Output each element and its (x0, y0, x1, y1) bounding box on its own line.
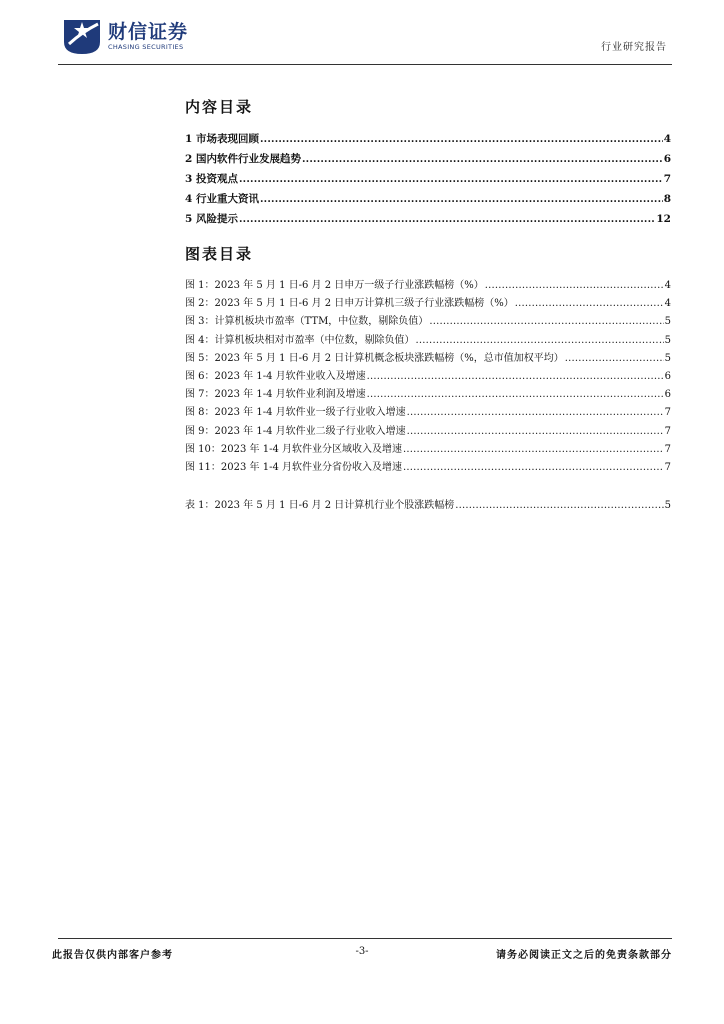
toc-entry-page: 4 (663, 133, 671, 145)
figure-entry-label: 图 7：2023 年 1-4 月软件业利润及增速 (185, 389, 366, 401)
page-header (0, 0, 724, 70)
figure-entry[interactable] (185, 367, 671, 385)
contents-section (185, 96, 671, 514)
footer-divider (58, 938, 672, 939)
figure-entry[interactable] (185, 458, 671, 476)
chasing-logo-icon (60, 14, 104, 58)
toc-entry[interactable] (185, 131, 671, 151)
toc-entry[interactable] (185, 171, 671, 191)
toc-entry-page: 6 (663, 153, 671, 165)
toc-entry-page: 7 (663, 173, 671, 185)
dot-leader (429, 316, 663, 327)
figure-entry[interactable] (185, 312, 671, 330)
table-list (185, 496, 671, 514)
figure-entry[interactable] (185, 294, 671, 312)
figure-entry[interactable] (185, 422, 671, 440)
toc-title: 内容目录 (185, 98, 254, 116)
toc-list (185, 131, 671, 231)
dot-leader (455, 500, 663, 511)
toc-entry[interactable] (185, 211, 671, 231)
figure-entry-label: 图 2：2023 年 5 月 1 日-6 月 2 日申万计算机三级子行业涨跌幅榜（%） (185, 298, 514, 310)
figure-entry-label: 图 11：2023 年 1-4 月软件业分省份收入及增速 (185, 461, 402, 473)
toc-entry-label: 4 行业重大资讯 (185, 193, 259, 205)
dot-leader (239, 174, 663, 185)
figure-entry[interactable] (185, 349, 671, 367)
figure-entry-page: 7 (664, 407, 671, 419)
dot-leader (515, 298, 664, 309)
dot-leader (407, 407, 664, 418)
figure-entry-label: 图 4：计算机板块相对市盈率（中位数，剔除负值） (185, 334, 415, 346)
dot-leader (403, 444, 664, 455)
dot-leader (260, 194, 663, 205)
figure-entry-page: 4 (664, 280, 671, 291)
dot-leader (260, 134, 663, 145)
dot-leader (367, 371, 664, 382)
figure-entry[interactable] (185, 385, 671, 403)
figure-entry-label: 图 9：2023 年 1-4 月软件业二级子行业收入增速 (185, 425, 406, 437)
figure-entry[interactable] (185, 331, 671, 349)
logo-chinese-name: 财信证券 (108, 21, 189, 43)
figure-entry-label: 图 6：2023 年 1-4 月软件业收入及增速 (185, 370, 366, 382)
dot-leader (407, 426, 664, 437)
figure-entry-label: 图 8：2023 年 1-4 月软件业一级子行业收入增速 (185, 407, 406, 419)
figure-entry-page: 7 (664, 425, 671, 437)
table-entry-label: 表 1：2023 年 5 月 1 日-6 月 2 日计算机行业个股涨跌幅榜 (185, 500, 455, 512)
toc-entry-label: 5 风险提示 (185, 213, 238, 225)
figure-entry-page: 5 (664, 316, 671, 328)
figures-title: 图表目录 (185, 245, 254, 263)
dot-leader (403, 462, 664, 473)
footer-disclaimer: 此报告仅供内部客户参考 (52, 950, 173, 961)
figure-entry-page: 7 (664, 461, 671, 473)
toc-entry-label: 3 投资观点 (185, 173, 238, 185)
toc-entry-label: 2 国内软件行业发展趋势 (185, 153, 301, 165)
header-divider (58, 64, 672, 65)
figure-entry-page: 4 (664, 298, 671, 310)
logo-english-name: CHASING SECURITIES (108, 43, 184, 51)
figure-entry-page: 6 (664, 389, 671, 401)
table-entry[interactable] (185, 496, 671, 514)
dot-leader (485, 280, 664, 291)
figure-entry-page: 6 (664, 370, 671, 382)
figure-entry-label: 图 3：计算机板块市盈率（TTM，中位数，剔除负值） (185, 316, 429, 328)
figure-entry-label: 图 5：2023 年 5 月 1 日-6 月 2 日计算机概念板块涨跌幅榜（%，总市值加权平均） (185, 352, 564, 364)
table-entry-page: 5 (664, 500, 671, 512)
dot-leader (367, 389, 664, 400)
dot-leader (239, 214, 655, 225)
figure-entry-page: 7 (664, 443, 671, 455)
report-type: 行业研究报告 (601, 42, 667, 53)
figure-entry[interactable] (185, 440, 671, 458)
toc-entry[interactable] (185, 151, 671, 171)
figure-list (185, 276, 671, 476)
toc-entry-label: 1 市场表现回顾 (185, 133, 259, 145)
figure-entry[interactable] (185, 276, 671, 294)
dot-leader (302, 154, 663, 165)
footer-notice: 请务必阅读正文之后的免责条款部分 (496, 950, 672, 961)
toc-entry-page: 8 (663, 193, 671, 205)
page-number: -3- (355, 946, 369, 957)
figure-entry[interactable] (185, 403, 671, 421)
figure-entry-page: 5 (664, 352, 671, 364)
dot-leader (565, 353, 664, 364)
dot-leader (416, 335, 664, 346)
figure-entry-label: 图 10：2023 年 1-4 月软件业分区域收入及增速 (185, 443, 402, 455)
figure-entry-page: 5 (664, 334, 671, 346)
figure-entry-label: 图 1：2023 年 5 月 1 日-6 月 2 日申万一级子行业涨跌幅榜（%） (185, 280, 484, 291)
company-logo (60, 14, 188, 58)
toc-entry[interactable] (185, 191, 671, 211)
toc-entry-page: 12 (656, 213, 671, 225)
